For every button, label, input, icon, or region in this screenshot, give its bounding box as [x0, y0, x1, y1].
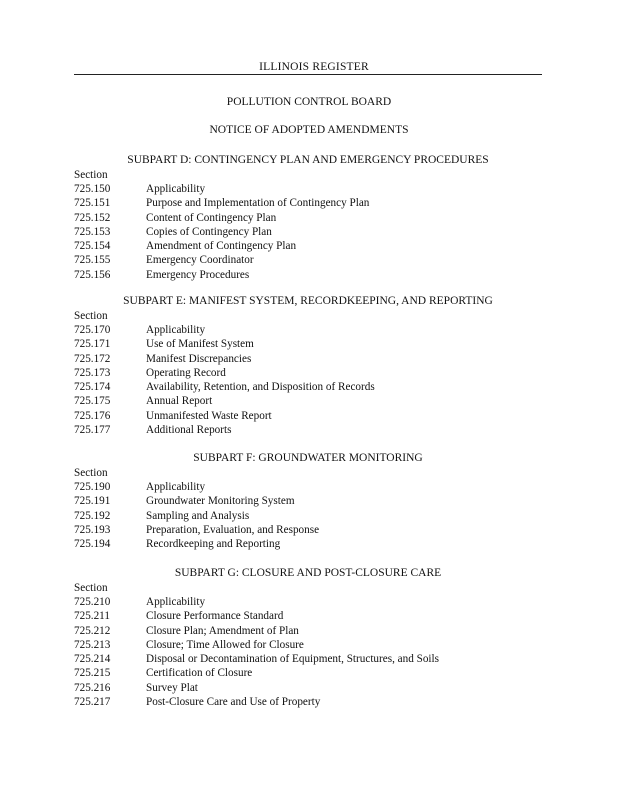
header-rule	[74, 74, 542, 75]
section-number: 725.213	[74, 638, 111, 651]
section-title: Applicability	[146, 481, 206, 493]
section-title: Use of Manifest System	[146, 338, 254, 351]
section-title: Closure Plan; Amendment of Plan	[146, 624, 299, 637]
section-row	[74, 638, 542, 652]
section-row	[74, 394, 542, 408]
subpart-block	[74, 152, 542, 282]
section-number: 725.171	[74, 338, 111, 351]
section-row	[74, 423, 542, 437]
board-name: POLLUTION CONTROL BOARD	[226, 96, 392, 108]
section-row	[74, 211, 542, 225]
subpart-block	[74, 293, 542, 437]
section-number: 725.210	[74, 596, 111, 608]
section-number: 725.216	[74, 681, 111, 694]
section-number: 725.176	[74, 409, 111, 422]
section-title: Applicability	[146, 183, 206, 195]
section-number: 725.173	[74, 366, 111, 379]
section-title: Preparation, Evaluation, and Response	[146, 523, 320, 536]
section-title: Disposal or Decontamination of Equipment, Structures, and Soils	[146, 653, 440, 666]
section-row	[74, 253, 542, 267]
section-row	[74, 323, 542, 337]
section-title: Availability, Retention, and Disposition of Records	[146, 381, 375, 394]
section-number: 725.193	[74, 523, 111, 536]
section-label: Section	[74, 582, 108, 594]
subpart-block	[74, 450, 542, 551]
section-number: 725.151	[74, 197, 111, 210]
section-number: 725.172	[74, 352, 111, 365]
section-title: Manifest Discrepancies	[146, 352, 252, 365]
section-title: Additional Reports	[146, 424, 232, 437]
section-number: 725.194	[74, 538, 111, 551]
section-number: 725.175	[74, 395, 111, 408]
section-row	[74, 196, 542, 210]
section-title: Amendment of Contingency Plan	[146, 240, 297, 253]
section-title: Applicability	[146, 324, 206, 336]
section-row	[74, 509, 542, 523]
section-title: Certification of Closure	[146, 667, 253, 680]
section-row	[74, 666, 542, 680]
subpart-block	[74, 565, 542, 709]
section-title: Copies of Contingency Plan	[146, 225, 272, 238]
section-row	[74, 352, 542, 366]
section-title: Recordkeeping and Reporting	[146, 538, 281, 551]
section-title: Post-Closure Care and Use of Property	[146, 696, 321, 709]
section-number: 725.217	[74, 696, 111, 709]
register-title-text: ILLINOIS REGISTER	[259, 61, 369, 73]
section-title: Emergency Procedures	[146, 268, 250, 281]
section-row	[74, 624, 542, 638]
section-number: 725.153	[74, 225, 111, 238]
section-number: 725.150	[74, 183, 111, 195]
section-row	[74, 595, 542, 609]
section-label: Section	[74, 310, 108, 322]
section-row	[74, 268, 542, 282]
subpart-heading: SUBPART E: MANIFEST SYSTEM, RECORDKEEPING, AND REPORTING	[123, 295, 493, 307]
section-row	[74, 225, 542, 239]
section-row	[74, 652, 542, 666]
section-number: 725.211	[74, 610, 110, 623]
section-number: 725.154	[74, 240, 111, 253]
section-title: Sampling and Analysis	[146, 509, 250, 522]
section-number: 725.155	[74, 254, 111, 267]
section-row	[74, 337, 542, 351]
register-title	[0, 61, 618, 73]
section-row	[74, 494, 542, 508]
section-row	[74, 380, 542, 394]
section-title: Unmanifested Waste Report	[146, 409, 272, 422]
section-number: 725.174	[74, 381, 111, 394]
section-number: 725.212	[74, 624, 111, 637]
section-title: Annual Report	[146, 395, 213, 408]
section-number: 725.156	[74, 268, 111, 281]
section-row	[74, 409, 542, 423]
section-row	[74, 366, 542, 380]
section-title: Emergency Coordinator	[146, 254, 254, 267]
section-row	[74, 480, 542, 494]
section-title: Operating Record	[146, 366, 226, 379]
section-row	[74, 609, 542, 623]
section-number: 725.177	[74, 424, 111, 437]
section-number: 725.190	[74, 481, 111, 493]
section-title: Closure; Time Allowed for Closure	[146, 638, 304, 651]
section-number: 725.192	[74, 509, 111, 522]
subpart-heading: SUBPART D: CONTINGENCY PLAN AND EMERGENCY PROCEDURES	[127, 154, 489, 166]
section-title: Content of Contingency Plan	[146, 211, 277, 224]
section-row	[74, 537, 542, 551]
section-number: 725.170	[74, 324, 111, 336]
notice-title: NOTICE OF ADOPTED AMENDMENTS	[209, 124, 409, 136]
section-title: Survey Plat	[146, 681, 198, 694]
subpart-heading: SUBPART G: CLOSURE AND POST-CLOSURE CARE	[174, 567, 442, 579]
subpart-heading: SUBPART F: GROUNDWATER MONITORING	[193, 452, 423, 464]
section-title: Groundwater Monitoring System	[146, 495, 295, 508]
section-row	[74, 239, 542, 253]
section-row	[74, 681, 542, 695]
section-label: Section	[74, 467, 108, 479]
section-row	[74, 695, 542, 709]
section-row	[74, 182, 542, 196]
section-title: Applicability	[146, 596, 206, 608]
section-title: Closure Performance Standard	[146, 610, 284, 623]
section-row	[74, 523, 542, 537]
section-label: Section	[74, 169, 108, 181]
section-number: 725.214	[74, 653, 111, 666]
section-number: 725.191	[74, 495, 111, 508]
section-number: 725.215	[74, 667, 111, 680]
section-number: 725.152	[74, 211, 111, 224]
section-title: Purpose and Implementation of Contingency Plan	[146, 197, 370, 210]
